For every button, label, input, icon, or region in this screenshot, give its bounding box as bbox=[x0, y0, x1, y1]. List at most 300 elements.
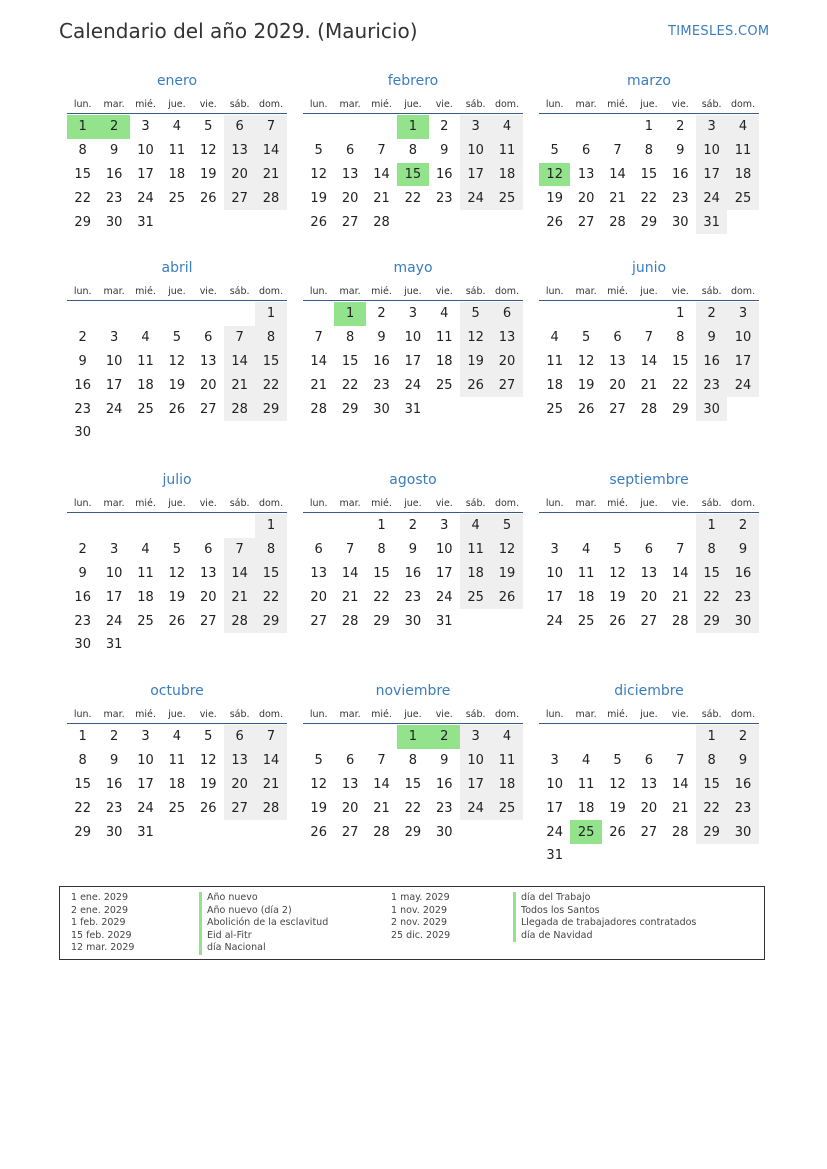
day-cell: 26 bbox=[546, 214, 563, 230]
day-cell: 5 bbox=[172, 330, 181, 346]
day-cell: 3 bbox=[141, 729, 150, 745]
day-cell: 12 bbox=[609, 776, 626, 792]
legend-date: 1 feb. 2029 bbox=[71, 917, 126, 929]
day-cell: 1 bbox=[696, 725, 727, 749]
day-cell: 19 bbox=[199, 166, 217, 182]
day-cell: 7 bbox=[345, 542, 355, 558]
day-cell: 26 bbox=[168, 401, 186, 417]
weekday-label: mar. bbox=[103, 497, 125, 509]
day-cell: 5 bbox=[550, 143, 559, 159]
day-cell: 30 bbox=[696, 397, 727, 421]
day-cell: 21 bbox=[341, 589, 359, 605]
day-cell: 18 bbox=[168, 776, 186, 792]
weekday-label: lun. bbox=[73, 708, 92, 720]
day-grid bbox=[539, 115, 759, 234]
day-cell: 3 bbox=[109, 330, 119, 346]
day-cell: 4 bbox=[172, 729, 181, 745]
day-cell: 2 bbox=[109, 729, 119, 745]
day-cell: 23 bbox=[105, 800, 123, 816]
day-cell: 22 bbox=[404, 800, 422, 816]
day-cell: 7 bbox=[224, 326, 255, 350]
day-cell: 12 bbox=[577, 353, 595, 369]
day-cell: 1 bbox=[696, 514, 727, 538]
day-cell: 13 bbox=[341, 166, 359, 182]
weekday-label: jue. bbox=[404, 708, 422, 720]
day-cell: 5 bbox=[314, 753, 323, 769]
month-name: octubre bbox=[150, 683, 204, 699]
day-cell: 11 bbox=[491, 139, 522, 163]
day-cell: 2 bbox=[696, 302, 727, 326]
day-cell: 11 bbox=[577, 776, 595, 792]
weekday-header bbox=[303, 282, 523, 301]
day-cell: 4 bbox=[550, 330, 559, 346]
legend-holiday-name: día Nacional bbox=[199, 942, 328, 955]
day-cell: 4 bbox=[172, 119, 181, 135]
month-febrero bbox=[303, 73, 523, 234]
legend-holiday-name: Abolición de la esclavitud bbox=[199, 917, 328, 930]
weekday-label: jue. bbox=[404, 285, 422, 297]
weekday-header bbox=[303, 705, 523, 724]
day-cell: 12 bbox=[310, 166, 327, 182]
day-cell: 20 bbox=[310, 589, 327, 605]
day-cell: 26 bbox=[460, 373, 491, 397]
legend-holiday-name: Llegada de trabajadores contratados bbox=[513, 917, 696, 930]
day-cell: 27 bbox=[640, 613, 658, 629]
weekday-label: dom. bbox=[258, 98, 284, 110]
legend-date: 1 nov. 2029 bbox=[391, 904, 447, 916]
day-grid bbox=[67, 514, 287, 657]
month-name: noviembre bbox=[375, 683, 451, 699]
weekday-label: lun. bbox=[545, 708, 564, 720]
day-cell: 30 bbox=[435, 824, 453, 840]
month-name: agosto bbox=[389, 472, 437, 488]
day-cell: 8 bbox=[255, 326, 286, 350]
month-name: diciembre bbox=[614, 683, 684, 699]
day-cell: 27 bbox=[341, 214, 359, 230]
day-grid bbox=[539, 725, 759, 868]
day-cell: 4 bbox=[581, 542, 591, 558]
day-cell: 8 bbox=[696, 749, 727, 773]
month-name: julio bbox=[162, 472, 192, 488]
day-cell: 31 bbox=[696, 210, 727, 234]
day-cell: 12 bbox=[310, 776, 327, 792]
day-cell: 27 bbox=[199, 401, 217, 417]
day-cell: 30 bbox=[671, 214, 689, 230]
day-cell: 14 bbox=[224, 350, 255, 374]
weekday-label: dom. bbox=[730, 98, 756, 110]
month-name: mayo bbox=[393, 260, 433, 276]
day-cell: 13 bbox=[640, 776, 658, 792]
day-cell: 25 bbox=[168, 800, 186, 816]
day-cell: 15 bbox=[640, 166, 658, 182]
weekday-label: sáb. bbox=[229, 285, 250, 297]
day-cell: 13 bbox=[640, 565, 658, 581]
day-cell: 16 bbox=[696, 350, 727, 374]
weekday-label: sáb. bbox=[465, 285, 486, 297]
day-cell: 26 bbox=[199, 800, 217, 816]
day-cell: 29 bbox=[671, 401, 689, 417]
weekday-label: vie. bbox=[671, 708, 689, 720]
day-cell: 14 bbox=[671, 776, 689, 792]
day-cell: 8 bbox=[345, 330, 355, 346]
weekday-label: dom. bbox=[730, 708, 756, 720]
weekday-label: mié. bbox=[135, 708, 156, 720]
day-cell: 3 bbox=[141, 119, 150, 135]
day-cell: 6 bbox=[345, 753, 355, 769]
day-cell: 21 bbox=[255, 773, 286, 797]
day-cell: 21 bbox=[671, 800, 689, 816]
day-cell: 9 bbox=[78, 565, 87, 581]
day-cell: 17 bbox=[546, 800, 563, 816]
page-title: Calendario del año 2029. (Mauricio) bbox=[59, 19, 418, 43]
weekday-header bbox=[303, 494, 523, 513]
weekday-label: mié. bbox=[371, 708, 392, 720]
day-cell: 9 bbox=[696, 326, 727, 350]
day-cell: 21 bbox=[640, 377, 658, 393]
holiday-day-cell: 1 bbox=[397, 725, 428, 749]
day-cell: 15 bbox=[696, 773, 727, 797]
day-cell: 23 bbox=[105, 190, 123, 206]
weekday-label: vie. bbox=[199, 285, 217, 297]
day-cell: 3 bbox=[109, 542, 119, 558]
day-cell: 19 bbox=[609, 800, 626, 816]
day-cell: 11 bbox=[137, 353, 154, 369]
day-cell: 8 bbox=[255, 538, 286, 562]
day-cell: 13 bbox=[199, 353, 217, 369]
day-cell: 6 bbox=[204, 542, 213, 558]
day-cell: 11 bbox=[577, 565, 595, 581]
weekday-label: mié. bbox=[371, 98, 392, 110]
weekday-label: vie. bbox=[199, 708, 217, 720]
day-cell: 20 bbox=[609, 377, 626, 393]
weekday-label: lun. bbox=[309, 98, 328, 110]
weekday-label: lun. bbox=[545, 285, 564, 297]
weekday-label: jue. bbox=[640, 98, 658, 110]
day-cell: 17 bbox=[105, 377, 123, 393]
legend-date: 15 feb. 2029 bbox=[71, 929, 132, 941]
day-grid bbox=[67, 115, 287, 234]
day-cell: 21 bbox=[373, 190, 390, 206]
day-grid bbox=[303, 302, 523, 421]
weekday-label: sáb. bbox=[229, 98, 250, 110]
day-cell: 23 bbox=[727, 585, 758, 609]
weekday-label: mar. bbox=[575, 708, 597, 720]
month-junio bbox=[539, 260, 759, 421]
day-cell: 22 bbox=[671, 377, 689, 393]
day-cell: 17 bbox=[727, 350, 758, 374]
day-cell: 9 bbox=[109, 753, 119, 769]
day-cell: 21 bbox=[671, 589, 689, 605]
day-cell: 9 bbox=[440, 753, 449, 769]
day-cell: 29 bbox=[696, 609, 727, 633]
holiday-day-cell: 2 bbox=[98, 115, 129, 139]
day-cell: 22 bbox=[696, 796, 727, 820]
day-cell: 9 bbox=[377, 330, 386, 346]
day-cell: 4 bbox=[491, 115, 522, 139]
day-cell: 21 bbox=[310, 377, 327, 393]
day-cell: 10 bbox=[460, 749, 491, 773]
day-cell: 20 bbox=[640, 800, 658, 816]
day-cell: 18 bbox=[435, 353, 453, 369]
month-enero bbox=[67, 73, 287, 234]
day-cell: 6 bbox=[345, 143, 355, 159]
weekday-label: mié. bbox=[135, 497, 156, 509]
day-cell: 25 bbox=[168, 190, 186, 206]
day-cell: 5 bbox=[613, 542, 622, 558]
day-cell: 17 bbox=[546, 589, 563, 605]
month-diciembre bbox=[539, 683, 759, 868]
day-cell: 26 bbox=[491, 585, 522, 609]
day-cell: 25 bbox=[491, 186, 522, 210]
day-cell: 21 bbox=[224, 373, 255, 397]
day-cell: 10 bbox=[546, 565, 563, 581]
day-cell: 1 bbox=[255, 514, 286, 538]
day-cell: 3 bbox=[408, 306, 417, 322]
day-cell: 24 bbox=[137, 190, 154, 206]
day-cell: 15 bbox=[696, 562, 727, 586]
legend-holiday-name: Eid al-Fitr bbox=[199, 930, 328, 943]
day-cell: 12 bbox=[168, 565, 186, 581]
legend-holiday-name: Año nuevo bbox=[199, 892, 328, 905]
day-cell: 8 bbox=[696, 538, 727, 562]
day-cell: 11 bbox=[168, 143, 186, 159]
day-cell: 29 bbox=[404, 824, 422, 840]
day-cell: 20 bbox=[341, 800, 359, 816]
weekday-label: lun. bbox=[545, 497, 564, 509]
day-cell: 27 bbox=[491, 373, 522, 397]
day-cell: 12 bbox=[460, 326, 491, 350]
day-cell: 13 bbox=[310, 565, 327, 581]
day-cell: 11 bbox=[137, 565, 154, 581]
day-cell: 24 bbox=[105, 613, 123, 629]
weekday-label: dom. bbox=[494, 497, 520, 509]
day-cell: 31 bbox=[137, 824, 154, 840]
day-cell: 10 bbox=[105, 565, 123, 581]
weekday-label: lun. bbox=[309, 285, 328, 297]
day-cell: 6 bbox=[581, 143, 591, 159]
day-cell: 30 bbox=[105, 214, 123, 230]
day-cell: 22 bbox=[74, 190, 91, 206]
weekday-label: lun. bbox=[73, 285, 92, 297]
day-cell: 2 bbox=[377, 306, 386, 322]
day-cell: 17 bbox=[435, 565, 453, 581]
day-cell: 7 bbox=[377, 753, 386, 769]
day-cell: 24 bbox=[435, 589, 453, 605]
day-cell: 4 bbox=[727, 115, 758, 139]
day-cell: 7 bbox=[644, 330, 653, 346]
day-cell: 12 bbox=[609, 565, 626, 581]
legend-left-dates bbox=[71, 892, 134, 955]
legend-holiday-name: Todos los Santos bbox=[513, 905, 696, 918]
day-cell: 22 bbox=[255, 373, 286, 397]
day-cell: 6 bbox=[644, 753, 653, 769]
day-cell: 29 bbox=[640, 214, 658, 230]
weekday-label: mar. bbox=[103, 98, 125, 110]
weekday-label: sáb. bbox=[229, 708, 250, 720]
day-cell: 17 bbox=[460, 163, 491, 187]
day-cell: 21 bbox=[255, 163, 286, 187]
weekday-header bbox=[67, 95, 287, 114]
weekday-label: sáb. bbox=[701, 497, 722, 509]
day-cell: 16 bbox=[435, 166, 453, 182]
day-cell: 2 bbox=[676, 119, 685, 135]
day-cell: 20 bbox=[577, 190, 595, 206]
day-cell: 7 bbox=[314, 330, 323, 346]
day-cell: 2 bbox=[727, 725, 758, 749]
day-cell: 2 bbox=[78, 542, 87, 558]
day-cell: 27 bbox=[577, 214, 595, 230]
day-cell: 11 bbox=[460, 538, 491, 562]
day-cell: 18 bbox=[491, 773, 522, 797]
day-cell: 2 bbox=[408, 518, 417, 534]
brand-link[interactable]: TIMESLES.COM bbox=[668, 24, 770, 39]
weekday-header bbox=[539, 282, 759, 301]
day-cell: 4 bbox=[141, 330, 150, 346]
day-cell: 16 bbox=[105, 166, 123, 182]
day-cell: 1 bbox=[255, 302, 286, 326]
day-cell: 8 bbox=[408, 143, 417, 159]
day-cell: 18 bbox=[577, 800, 595, 816]
day-cell: 30 bbox=[727, 820, 758, 844]
day-cell: 22 bbox=[74, 800, 91, 816]
day-cell: 10 bbox=[404, 330, 422, 346]
day-cell: 25 bbox=[435, 377, 453, 393]
legend-date: 2 ene. 2029 bbox=[71, 904, 128, 916]
day-cell: 18 bbox=[546, 377, 563, 393]
day-cell: 23 bbox=[74, 613, 91, 629]
month-marzo bbox=[539, 73, 759, 234]
day-cell: 20 bbox=[341, 190, 359, 206]
day-cell: 28 bbox=[373, 824, 390, 840]
weekday-header bbox=[67, 494, 287, 513]
day-cell: 21 bbox=[609, 190, 626, 206]
day-cell: 28 bbox=[671, 824, 689, 840]
day-cell: 5 bbox=[491, 514, 522, 538]
day-cell: 18 bbox=[137, 377, 154, 393]
day-cell: 19 bbox=[546, 190, 563, 206]
day-cell: 22 bbox=[373, 589, 390, 605]
day-cell: 16 bbox=[435, 776, 453, 792]
weekday-label: mar. bbox=[575, 285, 597, 297]
day-cell: 17 bbox=[105, 589, 123, 605]
day-cell: 10 bbox=[696, 139, 727, 163]
day-cell: 13 bbox=[224, 139, 255, 163]
weekday-label: vie. bbox=[199, 98, 217, 110]
day-cell: 29 bbox=[696, 820, 727, 844]
day-cell: 11 bbox=[435, 330, 453, 346]
day-cell: 16 bbox=[105, 776, 123, 792]
day-cell: 23 bbox=[373, 377, 390, 393]
day-cell: 16 bbox=[373, 353, 390, 369]
day-cell: 23 bbox=[74, 401, 91, 417]
month-name: junio bbox=[631, 260, 667, 276]
day-cell: 6 bbox=[491, 302, 522, 326]
day-cell: 15 bbox=[255, 350, 286, 374]
legend-holiday-name: Año nuevo (día 2) bbox=[199, 905, 328, 918]
day-cell: 16 bbox=[671, 166, 689, 182]
weekday-label: mar. bbox=[575, 497, 597, 509]
day-cell: 24 bbox=[696, 186, 727, 210]
month-abril bbox=[67, 260, 287, 445]
month-name: febrero bbox=[387, 73, 439, 89]
day-cell: 16 bbox=[727, 773, 758, 797]
day-cell: 24 bbox=[546, 613, 563, 629]
legend-date: 2 nov. 2029 bbox=[391, 917, 447, 929]
weekday-label: jue. bbox=[404, 98, 422, 110]
day-cell: 14 bbox=[373, 776, 390, 792]
day-cell: 30 bbox=[105, 824, 123, 840]
day-cell: 3 bbox=[460, 115, 491, 139]
day-cell: 5 bbox=[460, 302, 491, 326]
day-cell: 15 bbox=[255, 562, 286, 586]
day-cell: 6 bbox=[314, 542, 323, 558]
day-cell: 10 bbox=[137, 143, 154, 159]
day-cell: 4 bbox=[460, 514, 491, 538]
weekday-label: jue. bbox=[168, 497, 186, 509]
weekday-label: dom. bbox=[258, 708, 284, 720]
day-cell: 19 bbox=[460, 350, 491, 374]
day-cell: 25 bbox=[137, 401, 154, 417]
day-cell: 28 bbox=[671, 613, 689, 629]
day-cell: 7 bbox=[255, 725, 286, 749]
day-cell: 4 bbox=[141, 542, 150, 558]
day-cell: 10 bbox=[727, 326, 758, 350]
weekday-label: sáb. bbox=[229, 497, 250, 509]
day-cell: 26 bbox=[310, 214, 327, 230]
day-cell: 28 bbox=[224, 397, 255, 421]
month-name: septiembre bbox=[609, 472, 689, 488]
day-cell: 10 bbox=[105, 353, 123, 369]
day-cell: 14 bbox=[373, 166, 390, 182]
day-cell: 17 bbox=[460, 773, 491, 797]
weekday-label: dom. bbox=[258, 285, 284, 297]
legend-left-names bbox=[199, 892, 328, 955]
day-cell: 16 bbox=[74, 589, 91, 605]
day-cell: 2 bbox=[727, 514, 758, 538]
weekday-label: vie. bbox=[435, 708, 453, 720]
day-cell: 27 bbox=[341, 824, 359, 840]
day-cell: 8 bbox=[78, 753, 87, 769]
day-cell: 13 bbox=[577, 166, 595, 182]
day-cell: 9 bbox=[727, 749, 758, 773]
weekday-label: mié. bbox=[607, 497, 628, 509]
day-cell: 11 bbox=[727, 139, 758, 163]
day-cell: 14 bbox=[640, 353, 658, 369]
day-cell: 3 bbox=[727, 302, 758, 326]
day-cell: 1 bbox=[676, 306, 685, 322]
day-cell: 20 bbox=[224, 773, 255, 797]
legend-date: 1 ene. 2029 bbox=[71, 892, 128, 903]
day-cell: 18 bbox=[460, 562, 491, 586]
weekday-label: jue. bbox=[168, 98, 186, 110]
day-grid bbox=[539, 514, 759, 633]
day-cell: 23 bbox=[696, 373, 727, 397]
day-cell: 9 bbox=[676, 143, 685, 159]
day-cell: 30 bbox=[404, 613, 422, 629]
day-cell: 28 bbox=[224, 609, 255, 633]
day-cell: 24 bbox=[546, 824, 563, 840]
day-cell: 19 bbox=[491, 562, 522, 586]
day-cell: 30 bbox=[74, 425, 91, 441]
day-cell: 9 bbox=[440, 143, 449, 159]
weekday-label: dom. bbox=[494, 98, 520, 110]
holiday-day-cell: 1 bbox=[67, 115, 98, 139]
day-grid bbox=[539, 302, 759, 421]
day-grid bbox=[303, 115, 523, 234]
month-name: marzo bbox=[627, 73, 671, 89]
day-cell: 19 bbox=[199, 776, 217, 792]
weekday-label: sáb. bbox=[701, 285, 722, 297]
